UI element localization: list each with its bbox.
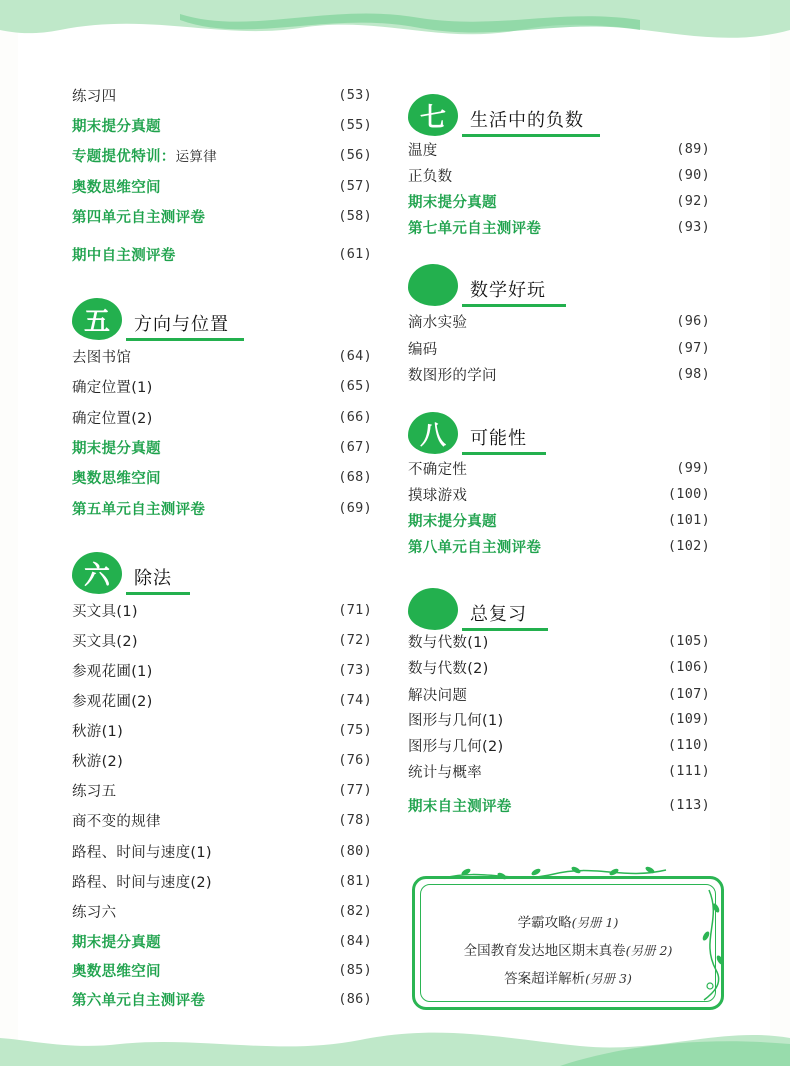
toc-entry — [72, 175, 372, 197]
toc-entry-title-text: 练习六 — [72, 904, 117, 921]
toc-entry-page: (110) — [667, 737, 710, 753]
unit-header — [408, 94, 606, 140]
toc-entry-page: (57) — [338, 178, 372, 194]
toc-entry-title-text: 秋游(2) — [72, 753, 124, 770]
toc-entry-page: (53) — [338, 87, 372, 103]
toc-entry-page: (61) — [338, 246, 372, 262]
unit-badge: 六 — [72, 552, 122, 594]
toc-entry — [72, 689, 372, 711]
toc-entry-title-text: 商不变的规律 — [72, 813, 161, 830]
toc-entry-title-text: 解决问题 — [408, 687, 468, 704]
unit-title: 方向与位置 — [134, 314, 229, 335]
toc-entry-page: (85) — [338, 962, 372, 978]
toc-entry-title — [72, 989, 205, 1010]
toc-entry-page: (106) — [667, 659, 710, 675]
toc-entry-page: (90) — [676, 167, 710, 183]
toc-entry — [408, 310, 710, 332]
toc-entry-title-text: 第五单元自主测评卷 — [72, 501, 206, 518]
toc-entry-title — [408, 735, 503, 756]
toc-entry-title-text: 滴水实验 — [408, 314, 468, 331]
toc-entry-title — [408, 510, 497, 531]
toc-entry-page: (78) — [338, 812, 372, 828]
toc-entry-page: (55) — [338, 117, 372, 133]
toc-entry-page: (77) — [338, 782, 372, 798]
toc-entry-page: (99) — [676, 460, 710, 476]
toc-entry-page: (75) — [338, 722, 372, 738]
toc-entry-title — [72, 407, 153, 428]
unit-header — [408, 588, 554, 634]
toc-entry — [72, 930, 372, 952]
toc-entry-title-text: 期末自主测评卷 — [408, 798, 512, 815]
unit-title-underline — [126, 338, 244, 341]
toc-entry — [408, 683, 710, 705]
toc-entry — [72, 436, 372, 458]
toc-entry-page: (65) — [338, 378, 372, 394]
toc-entry-title-text: 专题提优特训： — [72, 148, 176, 165]
toc-entry-title-text: 去图书馆 — [72, 349, 132, 366]
toc-entry-page: (73) — [338, 662, 372, 678]
toc-entry-title — [72, 85, 116, 106]
toc-entry-title — [408, 191, 497, 212]
toc-entry-title-text: 第八单元自主测评卷 — [408, 539, 542, 556]
toc-entry — [72, 497, 372, 519]
toc-entry-title — [408, 338, 438, 359]
unit-title: 生活中的负数 — [470, 110, 584, 131]
toc-entry — [72, 84, 372, 106]
toc-entry-title — [408, 761, 482, 782]
toc-entry-title-text: 练习五 — [72, 783, 117, 800]
toc-entry-title-text: 路程、时间与速度(2) — [72, 874, 212, 891]
toc-entry-title-text: 第六单元自主测评卷 — [72, 992, 206, 1009]
toc-entry-title-text: 摸球游戏 — [408, 487, 468, 504]
toc-entry — [408, 216, 710, 238]
unit-badge: 八 — [408, 412, 458, 454]
toc-entry-title — [408, 536, 541, 557]
toc-entry-page: (86) — [338, 991, 372, 1007]
toc-entry — [408, 190, 710, 212]
toc-entry-title — [408, 364, 497, 385]
toc-entry-title — [408, 484, 467, 505]
toc-entry-title-text: 数与代数(1) — [408, 634, 489, 651]
toc-entry — [72, 809, 372, 831]
toc-entry-page: (105) — [667, 633, 710, 649]
supplement-note: (另册 3) — [585, 971, 632, 986]
toc-entry-title-text: 温度 — [408, 142, 438, 159]
toc-entry — [72, 345, 372, 367]
toc-entry-title — [408, 631, 489, 652]
toc-entry-page: (98) — [676, 366, 710, 382]
toc-entry-title-text: 期末提分真题 — [408, 194, 497, 211]
toc-entry-page: (66) — [338, 409, 372, 425]
toc-entry — [72, 749, 372, 771]
toc-entry-title-text: 不确定性 — [408, 461, 468, 478]
supplement-item — [415, 911, 721, 931]
unit-header — [408, 412, 552, 458]
toc-entry — [72, 959, 372, 981]
unit-header — [72, 298, 250, 344]
toc-entry-title — [72, 660, 153, 681]
toc-entry-title — [72, 176, 161, 197]
toc-entry-title — [72, 841, 212, 862]
toc-entry-title — [408, 458, 467, 479]
toc-entry-page: (97) — [676, 340, 710, 356]
unit-badge — [408, 264, 458, 306]
toc-entry — [408, 138, 710, 160]
toc-entry-page: (111) — [667, 763, 710, 779]
toc-entry — [72, 629, 372, 651]
unit-badge — [408, 588, 458, 630]
supplement-note: (另册 1) — [571, 915, 619, 930]
toc-entry-page: (96) — [676, 313, 710, 329]
toc-entry-page: (82) — [338, 903, 372, 919]
unit-title: 总复习 — [470, 604, 527, 625]
toc-entry — [408, 457, 710, 479]
toc-entry-title — [72, 931, 161, 952]
toc-entry-title-text: 图形与几何(1) — [408, 712, 504, 729]
unit-badge: 五 — [72, 298, 122, 340]
toc-entry — [408, 760, 710, 782]
toc-entry-title-text: 图形与几何(2) — [408, 738, 504, 755]
toc-entry-title-text: 数与代数(2) — [408, 660, 489, 677]
toc-entry-page: (89) — [676, 141, 710, 157]
toc-entry-title — [72, 145, 217, 166]
toc-entry-title-text: 练习四 — [72, 88, 117, 105]
toc-entry — [72, 659, 372, 681]
unit-header — [408, 264, 572, 310]
unit-badge: 七 — [408, 94, 458, 136]
toc-entry-page: (67) — [338, 439, 372, 455]
toc-entry-title-text: 期末提分真题 — [72, 118, 161, 135]
toc-entry-page: (92) — [676, 193, 710, 209]
toc-entry-page: (56) — [338, 147, 372, 163]
toc-entry — [72, 205, 372, 227]
toc-entry-title — [408, 311, 467, 332]
toc-entry — [72, 466, 372, 488]
toc-entry — [72, 840, 372, 862]
toc-entry-page: (80) — [338, 843, 372, 859]
supplements-box — [412, 876, 724, 1010]
toc-entry-title-text: 期中自主测评卷 — [72, 247, 176, 264]
toc-entry-title — [72, 206, 205, 227]
toc-entry-page: (81) — [338, 873, 372, 889]
toc-entry-title-text: 第四单元自主测评卷 — [72, 209, 206, 226]
toc-entry — [408, 630, 710, 652]
toc-entry — [408, 734, 710, 756]
toc-entry — [72, 900, 372, 922]
toc-entry-page: (101) — [667, 512, 710, 528]
toc-entry-title — [72, 750, 123, 771]
toc-entry-title — [72, 600, 138, 621]
toc-entry-title — [72, 901, 116, 922]
toc-entry-title-text: 编码 — [408, 341, 438, 358]
unit-header — [72, 552, 196, 598]
supplement-item — [415, 967, 721, 987]
supplement-title: 学霸攻略 — [517, 915, 572, 931]
toc-entry-page: (74) — [338, 692, 372, 708]
toc-entry-title — [408, 684, 467, 705]
toc-entry-title-text: 买文具(1) — [72, 603, 138, 620]
toc-entry-page: (68) — [338, 469, 372, 485]
toc-entry-title — [408, 139, 438, 160]
supplement-note: (另册 2) — [625, 943, 673, 958]
toc-entry-title-text: 参观花圃(1) — [72, 663, 153, 680]
toc-entry-title — [72, 467, 161, 488]
supplement-title: 答案超详解析 — [504, 971, 586, 987]
unit-title: 除法 — [134, 568, 172, 589]
toc-entry — [72, 406, 372, 428]
toc-entry-title-text: 第七单元自主测评卷 — [408, 220, 542, 237]
toc-entry-page: (64) — [338, 348, 372, 364]
toc-entry-title-text: 确定位置(2) — [72, 410, 153, 427]
toc-entry — [72, 599, 372, 621]
toc-entry-title-text: 秋游(1) — [72, 723, 124, 740]
toc-entry-title-text: 统计与概率 — [408, 764, 482, 781]
unit-title: 可能性 — [470, 428, 527, 449]
toc-entry-title-text: 奥数思维空间 — [72, 470, 161, 487]
toc-entry-page: (113) — [667, 797, 710, 813]
toc-entry-page: (71) — [338, 602, 372, 618]
toc-entry-page: (84) — [338, 933, 372, 949]
toc-entry-title — [72, 115, 161, 136]
toc-entry-page: (58) — [338, 208, 372, 224]
toc-entry — [72, 114, 372, 136]
toc-entry-page: (102) — [667, 538, 710, 554]
toc-entry-title — [72, 810, 161, 831]
toc-entry-title-text: 期末提分真题 — [72, 934, 161, 951]
supplement-title: 全国教育发达地区期末真卷 — [463, 943, 626, 959]
toc-entry-title-text: 期末提分真题 — [72, 440, 161, 457]
toc-entry-title-text: 买文具(2) — [72, 633, 138, 650]
toc-entry-title — [72, 720, 123, 741]
unit-title-underline — [462, 452, 546, 455]
toc-entry-title-text: 奥数思维空间 — [72, 179, 161, 196]
toc-entry-title — [408, 709, 503, 730]
toc-entry-title-text: 参观花圃(2) — [72, 693, 153, 710]
toc-entry-title — [408, 217, 541, 238]
toc-entry-title — [72, 630, 138, 651]
toc-entry-page: (109) — [667, 711, 710, 727]
unit-title: 数学好玩 — [470, 280, 546, 301]
toc-entry-title — [72, 690, 153, 711]
toc-entry-title-text: 期末提分真题 — [408, 513, 497, 530]
toc-entry-title-text: 奥数思维空间 — [72, 963, 161, 980]
toc-entry — [72, 375, 372, 397]
toc-entry — [72, 243, 372, 265]
supplement-item — [415, 939, 721, 959]
toc-entry-page: (100) — [667, 486, 710, 502]
toc-entry-title — [72, 871, 212, 892]
toc-entry-page: (72) — [338, 632, 372, 648]
toc-entry-title — [72, 346, 131, 367]
toc-entry — [72, 779, 372, 801]
toc-entry — [72, 144, 372, 166]
toc-entry-page: (107) — [667, 686, 710, 702]
toc-entry-title — [72, 960, 161, 981]
toc-entry — [408, 794, 710, 816]
toc-entry — [72, 719, 372, 741]
toc-entry-title — [408, 657, 489, 678]
toc-entry-title — [408, 165, 452, 186]
unit-title-underline — [126, 592, 190, 595]
unit-title-underline — [462, 304, 566, 307]
toc-entry-title-text: 确定位置(1) — [72, 379, 153, 396]
toc-entry — [408, 535, 710, 557]
toc-entry — [408, 483, 710, 505]
toc-entry-title-text: 数图形的学问 — [408, 367, 497, 384]
toc-entry-title-text: 正负数 — [408, 168, 453, 185]
toc-entry-title-text: 路程、时间与速度(1) — [72, 844, 212, 861]
toc-entry-title — [72, 780, 116, 801]
toc-entry-title — [408, 795, 512, 816]
toc-entry-title — [72, 376, 153, 397]
toc-entry — [408, 164, 710, 186]
toc-entry — [408, 337, 710, 359]
toc-entry — [408, 509, 710, 531]
unit-title-underline — [462, 134, 600, 137]
toc-entry — [408, 708, 710, 730]
toc-entry-page: (93) — [676, 219, 710, 235]
toc-entry-title — [72, 437, 161, 458]
toc-entry — [72, 870, 372, 892]
toc-entry — [408, 363, 710, 385]
toc-entry-page: (76) — [338, 752, 372, 768]
toc-entry-title — [72, 244, 176, 265]
toc-entry-title-suffix: 运算律 — [175, 148, 218, 165]
toc-entry — [408, 656, 710, 678]
toc-entry-title — [72, 498, 205, 519]
toc-entry-page: (69) — [338, 500, 372, 516]
toc-entry — [72, 988, 372, 1010]
